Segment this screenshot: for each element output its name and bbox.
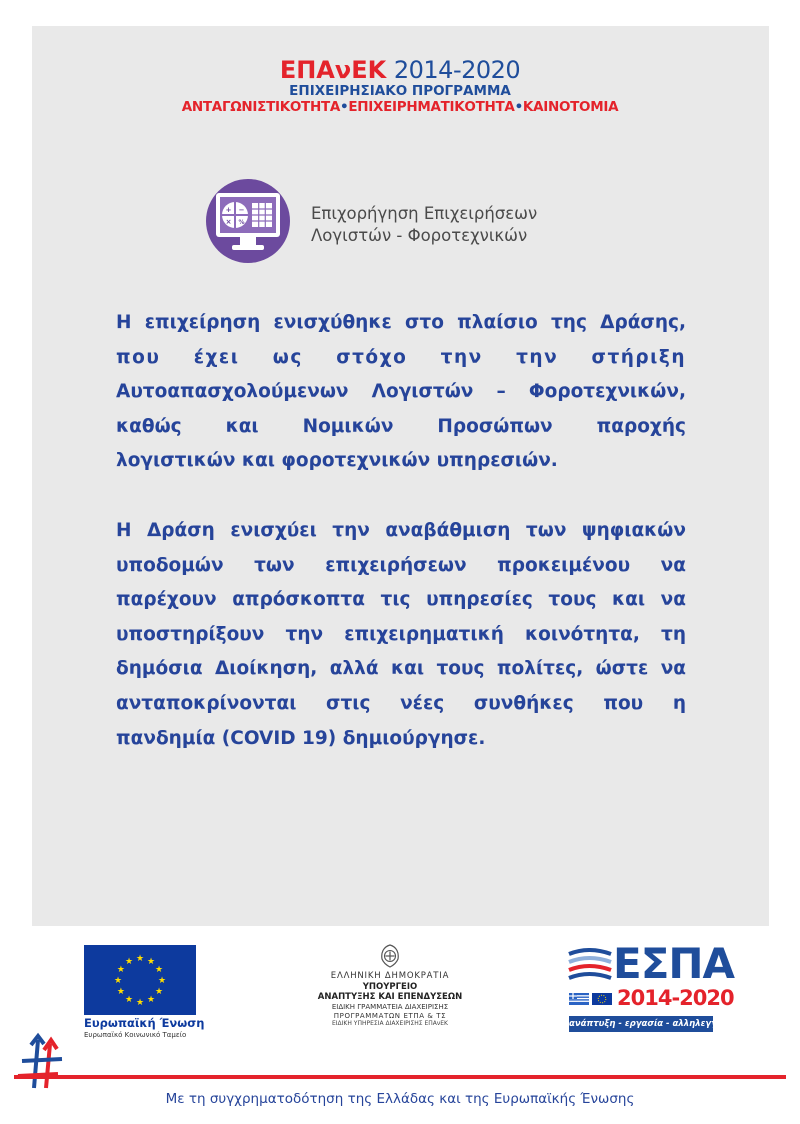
action-title-line: Επιχορήγηση Επιχειρήσεων	[311, 204, 538, 223]
eu-star: ★	[146, 956, 156, 967]
espa-word: ΕΣΠΑ	[613, 939, 735, 988]
eu-flag-icon	[84, 945, 196, 1015]
program-pillars	[0, 99, 800, 116]
paragraph-line: παρέχουν απρόσκοπτα τις υπηρεσίες τους και να	[116, 589, 686, 611]
gov-programs: ΠΡΟΓΡΑΜΜΑΤΩΝ ΕΤΠΑ & ΤΣ	[333, 1011, 447, 1020]
hashtag-arrows-icon	[14, 1030, 66, 1094]
gr-eu-flags-icon	[569, 992, 613, 1006]
svg-text:%: %	[238, 219, 245, 226]
paragraph-2	[116, 514, 686, 756]
cofunding-statement: Με τη συγχρηματοδότηση της Ελλάδας και της Ευρωπαϊκής Ένωσης	[165, 1091, 635, 1107]
paragraph-line: Η Δράση ενισχύει την αναβάθμιση των ψηφιακών	[116, 520, 686, 541]
espa-years: 2014-2020	[617, 986, 734, 1010]
pillar-separator: •	[514, 99, 523, 115]
svg-text:+: +	[225, 206, 232, 214]
action-title-line: Λογιστών - Φοροτεχνικών	[311, 226, 528, 245]
greek-emblem-icon	[379, 944, 401, 968]
gov-republic: ΕΛΛΗΝΙΚΗ ΔΗΜΟΚΡΑΤΙΑ	[330, 971, 450, 981]
svg-text:×: ×	[225, 218, 232, 226]
epanek-logo	[0, 56, 800, 116]
epanek-brand-line	[0, 56, 800, 84]
accounting-calculator-icon	[206, 179, 290, 263]
paragraph-line: πανδημία (COVID 19) δημιούργησε.	[116, 727, 486, 749]
eu-star: ★	[157, 976, 167, 986]
paragraph-line: καθώς και Νομικών Προσώπων παροχής	[116, 415, 686, 437]
pillar-innovation: ΚΑΙΝΟΤΟΜΙΑ	[522, 99, 619, 115]
eu-star: ★	[155, 965, 164, 975]
paragraph-line: που έχει ως στόχο την την στήριξη	[116, 346, 686, 368]
eu-star: ★	[116, 965, 125, 975]
paragraph-line: λογιστικών και φοροτεχνικών υπηρεσιών.	[116, 450, 558, 472]
eu-star: ★	[124, 956, 134, 967]
paragraph-line: Η επιχείρηση ενισχύθηκε στο πλαίσιο της Δράσης,	[116, 312, 686, 333]
paragraph-line: υποδομών των επιχειρήσεων προκειμένου να	[116, 554, 686, 576]
espa-slogan: ανάπτυξη - εργασία - αλληλεγγύη	[569, 1016, 713, 1032]
paragraph-line: Αυτοαπασχολούμενων Λογιστών – Φοροτεχνικών,	[116, 381, 686, 403]
paragraph-1	[116, 306, 686, 479]
paragraph-line: υποστηρίξουν την επιχειρηματική κοινότητα, τη	[116, 623, 686, 645]
espa-flag-stripes-icon	[565, 948, 613, 984]
footer-divider	[14, 1075, 786, 1079]
eu-subtitle: Ευρωπαϊκό Κοινωνικό Ταμείο	[84, 1031, 187, 1039]
epanek-brand: ΕΠΑνΕΚ	[279, 56, 387, 84]
ministry-logo	[290, 944, 490, 1028]
eu-star: ★	[113, 976, 123, 986]
pillar-separator: •	[340, 99, 349, 115]
espa-logo	[565, 939, 735, 1036]
action-title	[311, 203, 537, 247]
program-name: ΕΠΙΧΕΙΡΗΣΙΑΚΟ ΠΡΟΓΡΑΜΜΑ	[289, 83, 511, 99]
eu-star: ★	[116, 987, 125, 997]
svg-text:−: −	[238, 206, 245, 214]
eu-star: ★	[135, 954, 145, 964]
pillar-competitiveness: ΑΝΤΑΓΩΝΙΣΤΙΚΟΤΗΤΑ	[181, 99, 341, 115]
gov-secretariat: ΕΙΔΙΚΗ ΓΡΑΜΜΑΤΕΙΑ ΔΙΑΧΕΙΡΙΣΗΣ	[331, 1003, 449, 1011]
paragraph-line: δημόσια Διοίκηση, αλλά και τους πολίτες, ώστε να	[116, 658, 686, 680]
paragraph-line: ανταποκρίνονται στις νέες συνθήκες που η	[116, 692, 686, 714]
pillar-entrepreneurship: ΕΠΙΧΕΙΡΗΜΑΤΙΚΟΤΗΤΑ	[348, 99, 515, 115]
eu-title: Ευρωπαϊκή Ένωση	[84, 1016, 205, 1030]
eu-star: ★	[155, 987, 164, 997]
eu-star: ★	[124, 995, 134, 1006]
eu-star: ★	[135, 998, 145, 1008]
eu-star: ★	[146, 995, 156, 1006]
gov-service: ΕΙΔΙΚΗ ΥΠΗΡΕΣΙΑ ΔΙΑΧΕΙΡΙΣΗΣ ΕΠΑνΕΚ	[332, 1020, 448, 1027]
gov-ministry-name: ΑΝΑΠΤΥΞΗΣ ΚΑΙ ΕΠΕΝΔΥΣΕΩΝ	[317, 992, 463, 1002]
gov-ministry: ΥΠΟΥΡΓΕΙΟ	[362, 982, 418, 992]
epanek-years: 2014-2020	[393, 56, 521, 84]
